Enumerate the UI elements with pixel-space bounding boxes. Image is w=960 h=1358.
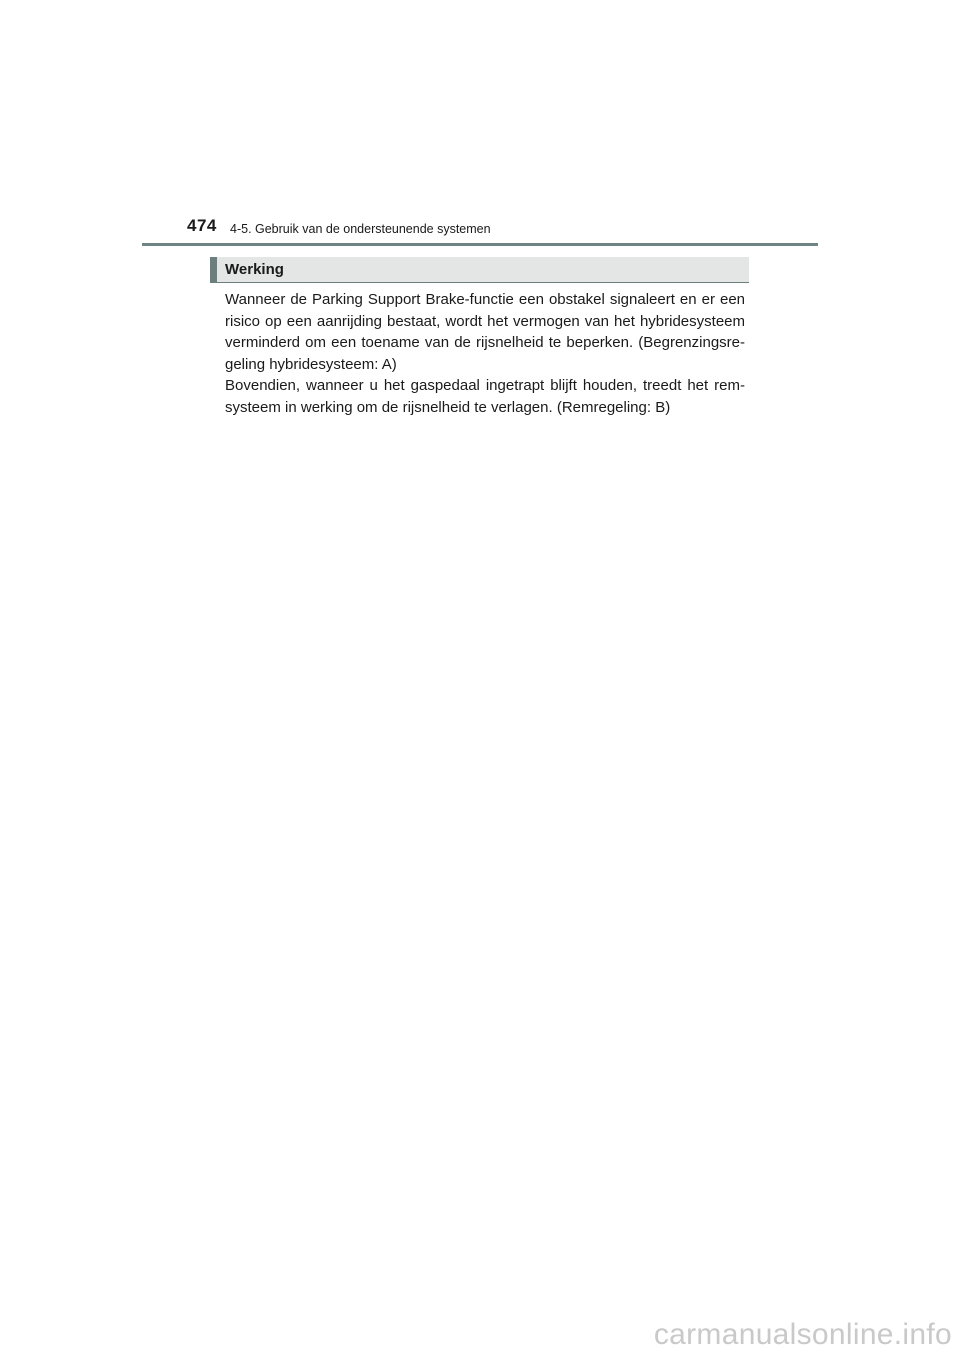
section-heading-bar (210, 257, 749, 283)
page-number: 474 (187, 216, 217, 235)
watermark: carmanualsonline.info (653, 1318, 952, 1351)
section-path: 4-5. Gebruik van de ondersteunende systemen (230, 222, 491, 236)
section-heading: Werking (225, 261, 284, 278)
body-paragraph: Bovendien, wanneer u het gaspedaal ingetrapt blijft houden, treedt het rem-systeem in werking om de rijsnelheid te verlagen. (Remregeling: B) (225, 377, 745, 416)
header-rule (142, 243, 818, 246)
body-paragraph: Wanneer de Parking Support Brake-functie een obstakel signaleert en er een risico op een aanrijding bestaat, wordt het vermogen van het hybridesysteem verminderd om een toename van de rijsnelheid te beperken. (Begrenzingsre-geling hybridesysteem: A) (225, 291, 745, 373)
